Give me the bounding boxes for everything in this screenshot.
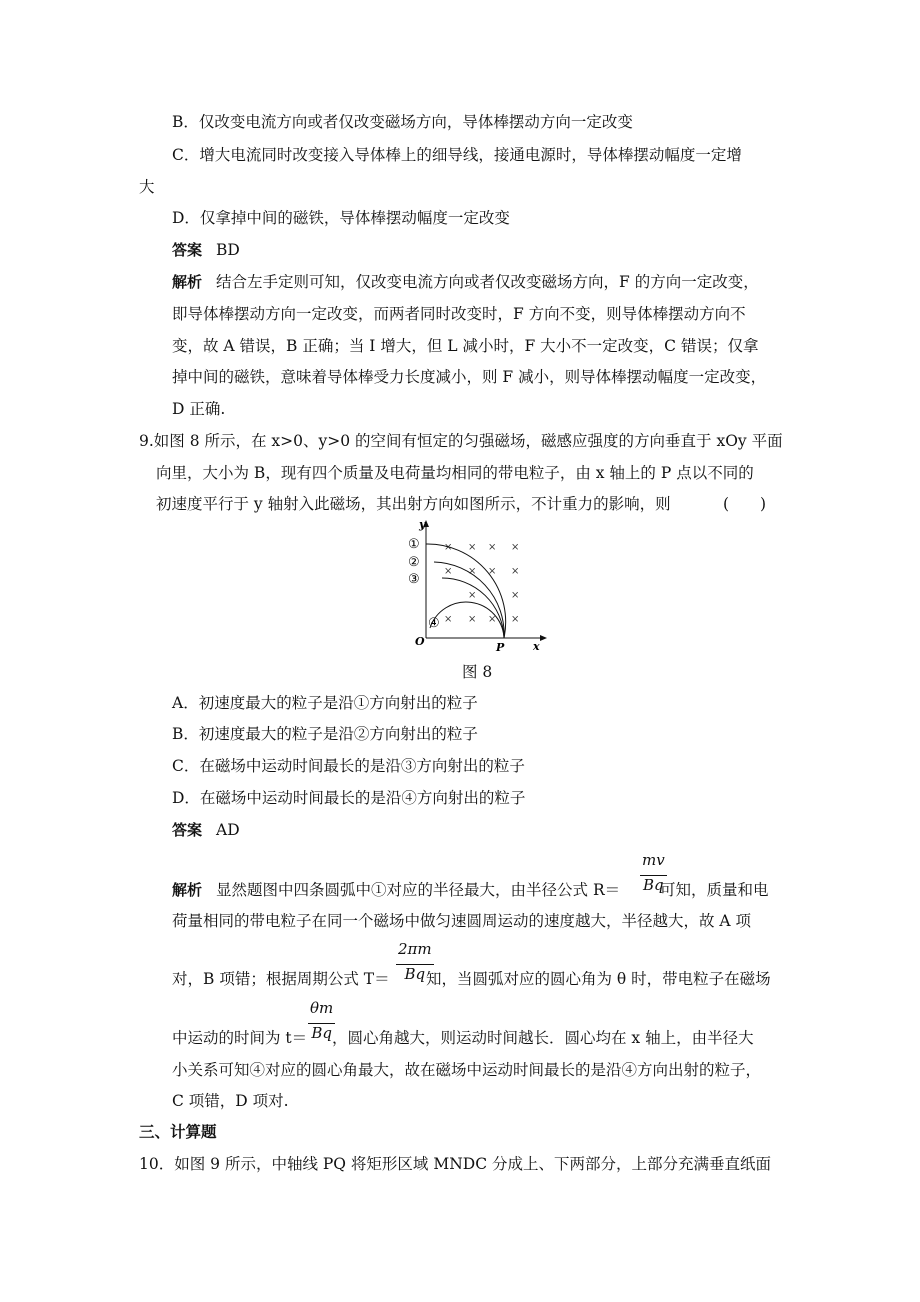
trajectory-arc-3 [442, 578, 504, 638]
fraction-denominator: Bq [396, 964, 434, 983]
field-mark: × [468, 566, 477, 577]
figure-8-caption: 图 8 [462, 663, 493, 681]
q9-analysis-line1 [172, 880, 620, 900]
q8-answer [172, 240, 240, 260]
fraction-denominator: Bq [308, 1023, 335, 1042]
field-mark: × [511, 590, 520, 601]
q9-analysis-line3: 对，B 项错；根据周期公式 T＝ [172, 970, 390, 988]
q9-analysis-line1-tail: 可知，质量和电 [660, 881, 769, 899]
answer-value: AD [216, 821, 240, 839]
q9-answer [172, 820, 240, 840]
x-axis-arrow-icon [540, 635, 547, 641]
fraction-numerator: 2πm [398, 940, 432, 958]
analysis-label: 解析 [172, 273, 203, 291]
analysis-text: 结合左手定则可知，仅改变电流方向或者仅改变磁场方向，F 的方向一定改变， [216, 273, 759, 291]
q9-stem-line2: 向里，大小为 B，现有四个质量及电荷量均相同的带电粒子，由 x 轴上的 P 点以不同的 [156, 464, 754, 482]
answer-value: BD [216, 241, 240, 259]
q9-stem-line3: 初速度平行于 y 轴射入此磁场，其出射方向如图所示，不计重力的影响，则 [156, 495, 671, 513]
point-p-label: P [496, 641, 505, 653]
q10-stem-line1: 10．如图 9 所示，中轴线 PQ 将矩形区域 MNDC 分成上、下两部分，上部分充满垂直纸面 [139, 1155, 772, 1173]
trajectory-label-3: ③ [408, 572, 420, 587]
q9-analysis-line6: C 项错，D 项对. [172, 1092, 289, 1110]
figure-8-magnetic-field-diagram [400, 518, 550, 653]
q9-answer-bracket: ( ) [723, 495, 767, 513]
fraction-denominator: Bq [640, 875, 667, 894]
analysis-label: 解析 [172, 881, 203, 899]
q9-analysis-line2: 荷量相同的带电粒子在同一个磁场中做匀速圆周运动的速度越大，半径越大，故 A 项 [172, 912, 752, 930]
y-axis-label: y [419, 518, 426, 531]
q8-option-d: D．仅拿掉中间的磁铁，导体棒摆动幅度一定改变 [172, 209, 510, 227]
field-mark: × [468, 614, 477, 625]
answer-label: 答案 [172, 241, 203, 259]
q9-option-b: B．初速度最大的粒子是沿②方向射出的粒子 [172, 725, 478, 743]
q9-option-d: D．在磁场中运动时间最长的是沿④方向射出的粒子 [172, 789, 526, 807]
field-mark: × [444, 566, 453, 577]
field-mark: × [511, 542, 520, 553]
fraction-numerator: θm [310, 999, 334, 1017]
q8-analysis-line2: 即导体棒摆动方向一定改变，而两者同时改变时，F 方向不变，则导体棒摆动方向不 [172, 305, 746, 323]
field-marks [444, 542, 519, 625]
q9-option-a: A．初速度最大的粒子是沿①方向射出的粒子 [172, 694, 478, 712]
field-mark: × [468, 542, 477, 553]
q8-option-b: B．仅改变电流方向或者仅改变磁场方向，导体棒摆动方向一定改变 [172, 113, 633, 131]
q8-option-c-line1: C．增大电流同时改变接入导体棒上的细导线，接通电源时，导体棒摆动幅度一定增 [172, 146, 742, 164]
x-axis-label: x [533, 640, 540, 653]
section-title-calculation: 三、计算题 [139, 1123, 217, 1141]
q8-analysis-line3: 变，故 A 错误，B 正确；当 I 增大，但 L 减小时，F 大小不一定改变，C 错误；仅拿 [172, 337, 759, 355]
q8-option-c-line2: 大 [139, 178, 155, 196]
field-mark: × [511, 614, 520, 625]
q9-analysis-line4-tail: ，圆心角越大，则运动时间越长．圆心均在 x 轴上，由半径大 [332, 1029, 754, 1047]
field-mark: × [444, 542, 453, 553]
q8-analysis-line1 [172, 272, 759, 292]
field-mark: × [468, 590, 477, 601]
q9-analysis-line4: 中运动的时间为 t＝ [172, 1029, 308, 1047]
answer-label: 答案 [172, 821, 203, 839]
q9-option-c: C．在磁场中运动时间最长的是沿③方向射出的粒子 [172, 757, 525, 775]
field-mark: × [488, 614, 497, 625]
fraction-numerator: mv [642, 851, 665, 869]
q9-stem-line1: 9.如图 8 所示，在 x>0、y>0 的空间有恒定的匀强磁场，磁感应强度的方向垂直于 xOy 平面 [139, 432, 783, 450]
trajectory-label-1: ① [408, 537, 420, 552]
field-mark: × [444, 614, 453, 625]
analysis-text: 显然题图中四条圆弧中①对应的半径最大，由半径公式 R＝ [216, 881, 621, 899]
field-mark: × [511, 566, 520, 577]
origin-label: O [415, 635, 425, 648]
q8-analysis-line5: D 正确. [172, 400, 226, 418]
trajectory-label-2: ② [408, 555, 420, 570]
q9-analysis-line5: 小关系可知④对应的圆心角最大，故在磁场中运动时间最长的是沿④方向出射的粒子， [172, 1061, 762, 1079]
q9-analysis-line3-tail: 知，当圆弧对应的圆心角为 θ 时，带电粒子在磁场 [426, 970, 771, 988]
trajectory-label-4: ④ [428, 616, 440, 631]
field-mark: × [488, 542, 497, 553]
q8-analysis-line4: 掉中间的磁铁，意味着导体棒受力长度减小，则 F 减小，则导体棒摆动幅度一定改变， [172, 368, 767, 386]
field-mark: × [488, 566, 497, 577]
